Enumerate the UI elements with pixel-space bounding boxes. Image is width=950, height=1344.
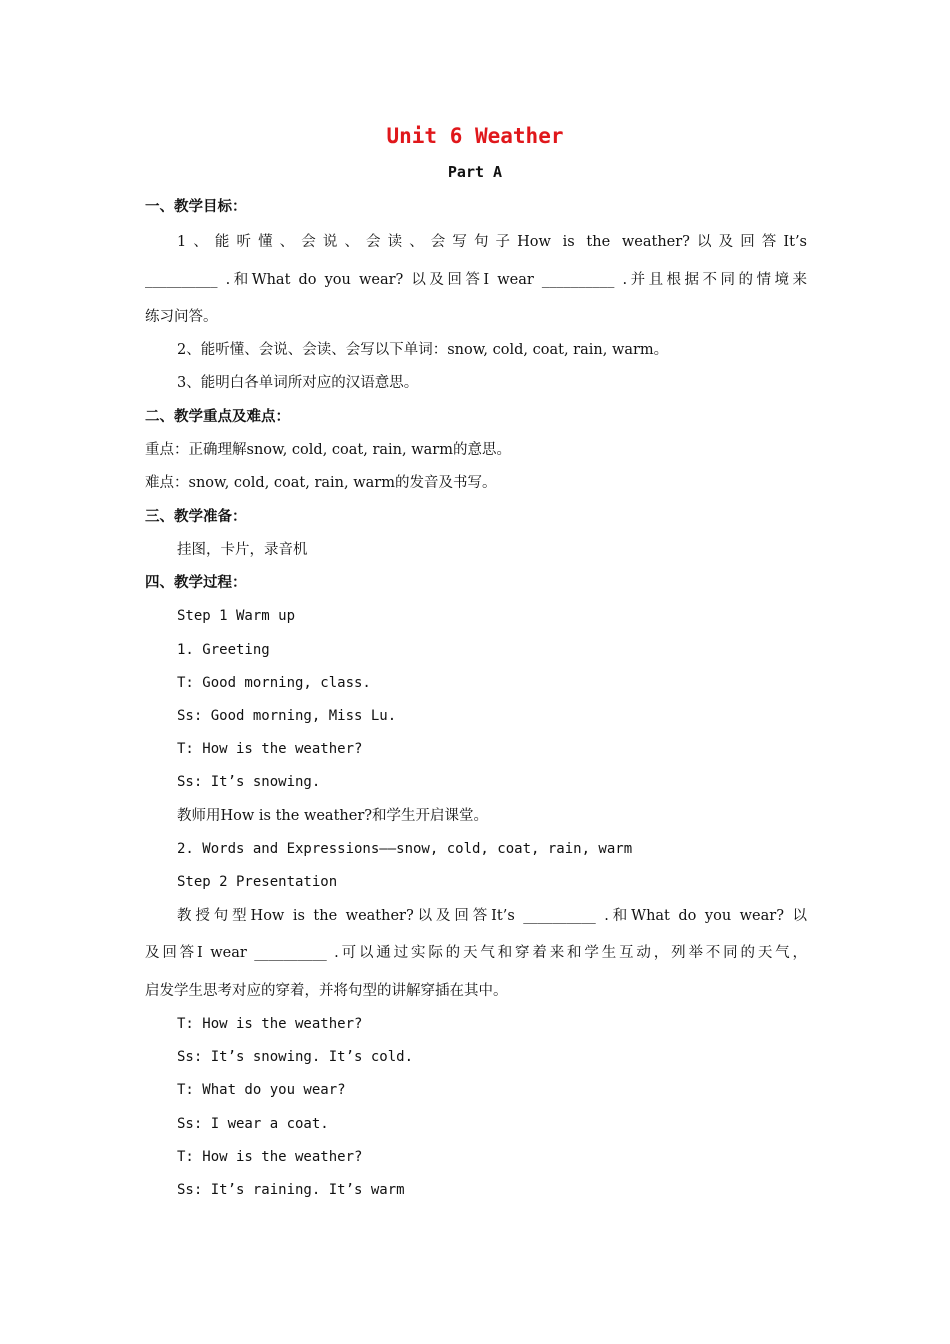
keypoints-heading: 二、教学重点及难点： <box>145 408 290 425</box>
teacher-note: 教师用How is the weather?和学生开启课堂。 <box>177 808 489 824</box>
presentation-paragraph-line-2: 及回答I wear __________ .可以通过实际的天气和穿着来和学生互动，列举不同的天气， <box>145 945 807 961</box>
preparation-items: 挂图，卡片，录音机 <box>177 542 308 558</box>
dialogue-line: T: How is the weather? <box>177 1016 363 1032</box>
step-1-title: Step 1 Warm up <box>177 608 296 624</box>
step-2-title: Step 2 Presentation <box>177 874 338 890</box>
key-point: 重点：正确理解snow, cold, coat, rain, warm的意思。 <box>145 442 511 458</box>
process-heading: 四、教学过程： <box>145 574 247 591</box>
presentation-paragraph-line-3: 启发学生思考对应的穿着，并将句型的讲解穿插在其中。 <box>145 983 508 999</box>
words-item: 2. Words and Expressions——snow, cold, coat, rain, warm <box>177 841 633 857</box>
objective-1-line-1: 1、能听懂、会说、会读、会写句子How is the weather?以及回答It’s <box>177 234 807 250</box>
dialogue-line: Ss: It’s snowing. <box>177 774 321 790</box>
dialogue-line: T: Good morning, class. <box>177 675 371 691</box>
objective-3: 3、能明白各单词所对应的汉语意思。 <box>177 375 419 391</box>
difficult-point: 难点：snow, cold, coat, rain, warm的发音及书写。 <box>145 475 497 491</box>
objective-1-line-2: __________ .和What do you wear? 以及回答I wear __________ .并且根据不同的情境来 <box>145 272 807 288</box>
objective-1-line-3: 练习问答。 <box>145 309 218 325</box>
objectives-heading: 一、教学目标： <box>145 198 247 215</box>
document-subtitle: Part A <box>447 163 503 181</box>
presentation-paragraph-line-1: 教授句型How is the weather?以及回答It’s __________ .和What do you wear? 以 <box>177 908 807 924</box>
document-title: Unit 6 Weather <box>386 124 564 148</box>
dialogue-line: T: How is the weather? <box>177 741 363 757</box>
dialogue-line: T: How is the weather? <box>177 1149 363 1165</box>
objective-2: 2、能听懂、会说、会读、会写以下单词：snow, cold, coat, rain, warm。 <box>177 342 669 358</box>
dialogue-line: Ss: It’s raining. It’s warm <box>177 1182 405 1198</box>
dialogue-line: Ss: It’s snowing. It’s cold. <box>177 1049 414 1065</box>
dialogue-line: Ss: Good morning, Miss Lu. <box>177 708 397 724</box>
dialogue-line: Ss: I wear a coat. <box>177 1116 329 1132</box>
preparation-heading: 三、教学准备： <box>145 508 247 525</box>
greeting-item: 1. Greeting <box>177 642 270 658</box>
dialogue-line: T: What do you wear? <box>177 1082 346 1098</box>
